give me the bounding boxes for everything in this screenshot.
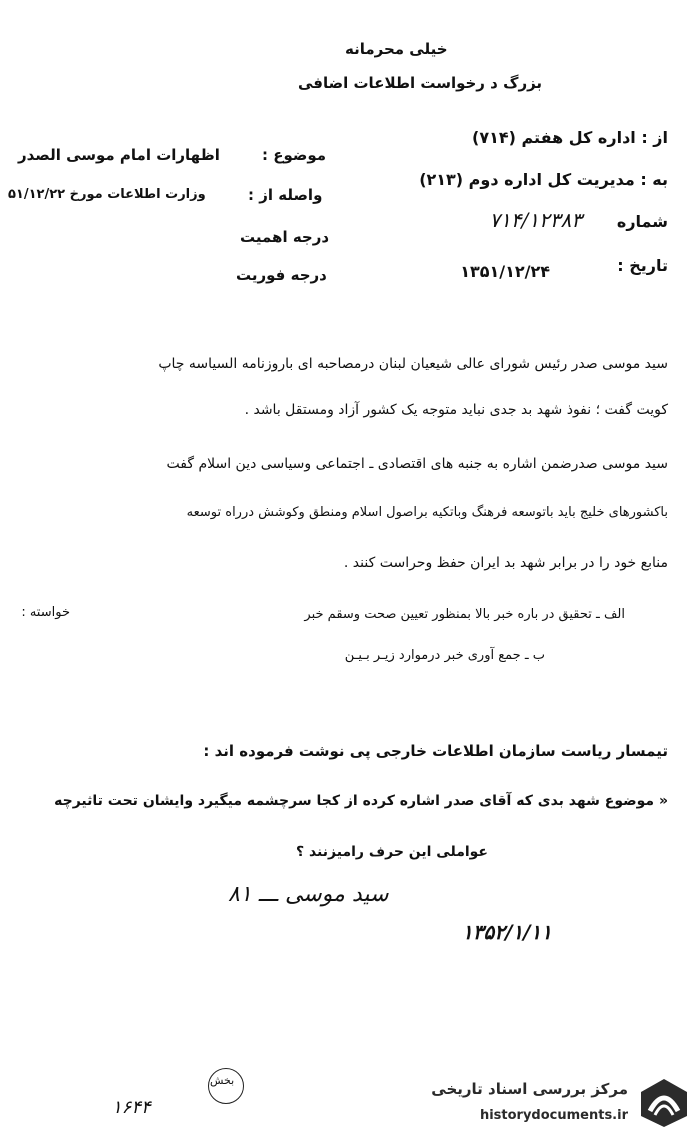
from-field: از : اداره کل هفتم (۷۱۴) <box>472 128 668 147</box>
directive-intro: تیمسار ریاست سازمان اطلاعات خارجی پی نوشت فرموده اند : <box>203 742 668 760</box>
body-line: سید موسی صدر رئیس شورای عالی شیعیان لبنان درمصاحبه ای باروزنامه السیاسه چاپ <box>158 356 668 372</box>
watermark-url: historydocuments.ir <box>479 1108 628 1123</box>
body-line: سید موسی صدرضمن اشاره به جنبه های اقتصادی ـ اجتماعی وسیاسی دین اسلام گفت <box>166 456 668 472</box>
directive-line: عواملی این حرف رامیزنند ؟ <box>295 844 488 860</box>
date-label: تاریخ : <box>617 256 668 275</box>
urgency-label: درجه فوریت <box>236 266 327 284</box>
body-line: باکشورهای خلیج باید باتوسعه فرهنگ وباتکیه براصول اسلام ومنطق وکوشش درراه توسعه <box>186 505 668 520</box>
classification-label: خیلی محرمانه <box>345 40 448 58</box>
body-line: کویت گفت ؛ نفوذ شهد بد جدی نباید متوجه یک کشور آزاد ومستقل باشد . <box>244 402 668 418</box>
watermark-name: مرکز بررسی اسناد تاریخی <box>431 1080 628 1098</box>
importance-label: درجه اهمیت <box>240 228 330 246</box>
subject-label: موضوع : <box>262 146 327 164</box>
request-label: خواسته : <box>21 605 70 620</box>
number-label: شماره <box>616 212 668 231</box>
request-item-a: الف ـ تحقیق در باره خبر بالا بمنظور تعیین صحت وسقم خبر <box>304 607 625 622</box>
date-value: ۱۳۵۱/۱۲/۲۴ <box>460 262 550 281</box>
stamp-number: ۱۶۴۴ <box>112 1097 151 1118</box>
received-value: وزارت اطلاعات مورخ ۵۱/۱۲/۲۲ <box>8 187 206 202</box>
body-line: منابع خود را در برابر شهد بد ایران حفظ وحراست کنند . <box>343 555 668 571</box>
received-label: واصله از : <box>248 186 323 204</box>
watermark-logo <box>638 1077 690 1129</box>
addressee-label: بزرگ د رخواست اطلاعات اضافی <box>298 74 543 92</box>
subject-value: اظهارات امام موسی الصدر <box>18 146 220 164</box>
to-field: به : مدیریت کل اداره دوم (۲۱۳) <box>419 170 668 189</box>
request-item-b: ب ـ جمع آوری خبر درموارد زیـر بـیـن <box>344 648 545 663</box>
number-value: ۷۱۴/۱۲۳۸۳ <box>489 208 582 232</box>
handwritten-note: سید موسی ـــ ۸۱ <box>228 882 389 907</box>
handwritten-date: ۱۳۵۲/۱/۱۱ <box>462 920 552 944</box>
directive-line: « موضوع شهد بدی که آقای صدر اشاره کرده از کجا سرچشمه میگیرد وایشان تحت تاثیرچه <box>54 793 668 809</box>
stamp-text: بخش <box>210 1074 235 1087</box>
